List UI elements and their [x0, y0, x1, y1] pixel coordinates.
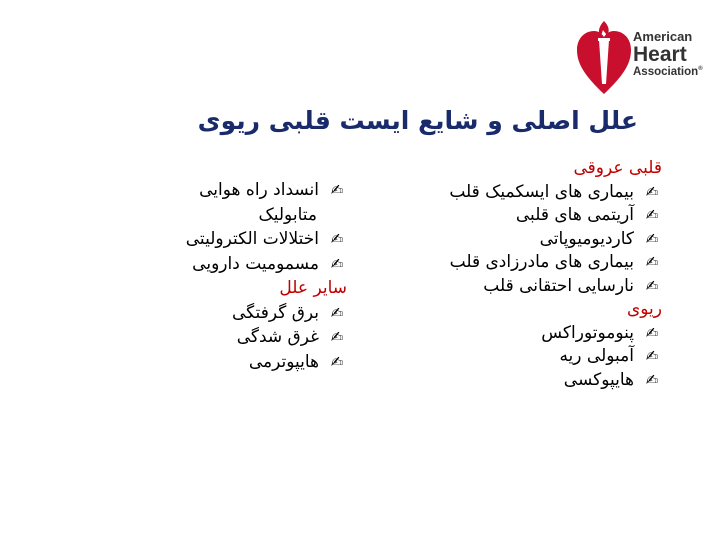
right-column-item [332, 369, 662, 393]
writing-hand-icon: ✍ [645, 323, 659, 342]
writing-hand-icon: ✍ [330, 230, 344, 248]
left-column-text: سایر علل [279, 278, 347, 298]
left-column-text: هایپوترمی [248, 351, 319, 372]
writing-hand-icon: ✍ [645, 229, 659, 248]
right-column-list [332, 157, 662, 392]
left-column-item [47, 301, 347, 326]
right-column-item [332, 322, 662, 346]
left-column-text: مسمومیت دارویی [192, 253, 319, 274]
left-column-list [47, 178, 347, 374]
writing-hand-icon: ✍ [330, 352, 344, 371]
right-column-text: بیماری های مادرزادی قلب [449, 252, 634, 272]
left-column-text: غرق شدگی [236, 327, 319, 347]
writing-hand-icon: ✍ [330, 254, 344, 273]
right-column-item [332, 228, 662, 252]
left-column-item [47, 178, 347, 203]
writing-hand-icon: ✍ [645, 370, 659, 389]
writing-hand-icon: ✍ [645, 253, 659, 271]
right-column-text: قلبی عروقی [573, 158, 662, 178]
writing-hand-icon: ✍ [330, 303, 344, 322]
right-column-item [332, 204, 662, 228]
left-column-heading [47, 276, 347, 301]
left-column-item [47, 252, 347, 277]
right-column-text: آمبولی ریه [559, 346, 634, 366]
left-column-text: اختلالات الکترولیتی [185, 229, 319, 249]
left-column-text: برق گرفتگی [232, 302, 319, 323]
writing-hand-icon: ✍ [645, 276, 659, 295]
right-column-heading [332, 157, 662, 181]
right-column-text: ریوی [626, 299, 662, 319]
heart-torch-icon [575, 18, 633, 98]
logo-line-heart: Heart [633, 42, 687, 66]
logo-text [633, 30, 703, 78]
writing-hand-icon: ✍ [645, 182, 659, 201]
left-column-item [47, 350, 347, 375]
right-column-text: هایپوکسی [563, 369, 634, 390]
right-column-item [332, 181, 662, 205]
right-column-text: پنوموتوراکس [541, 322, 634, 343]
right-column-heading [332, 298, 662, 322]
right-column-text: بیماری های ایسکمیک قلب [449, 181, 634, 202]
right-column-text: کاردیومیوپاتی [539, 228, 634, 249]
writing-hand-icon: ✍ [645, 347, 659, 365]
logo-line-american: American [633, 29, 693, 44]
writing-hand-icon: ✍ [645, 206, 659, 224]
right-column-item [332, 345, 662, 369]
left-column-item [47, 203, 347, 228]
left-column-text: انسداد راه هوایی [199, 180, 319, 200]
left-column-item [47, 227, 347, 252]
writing-hand-icon: ✍ [330, 328, 344, 346]
right-column-text: نارسایی احتقانی قلب [483, 275, 634, 296]
slide-title: علل اصلی و شایع ایست قلبی ریوی [197, 106, 638, 135]
right-column-item [332, 251, 662, 275]
left-column-text: متابولیک [258, 204, 317, 225]
right-column-item [332, 275, 662, 299]
right-column-text: آریتمی های قلبی [515, 205, 634, 225]
logo-line-association: Association® [633, 65, 703, 78]
left-column-item [47, 325, 347, 350]
aha-logo [575, 18, 715, 108]
writing-hand-icon: ✍ [330, 181, 344, 199]
